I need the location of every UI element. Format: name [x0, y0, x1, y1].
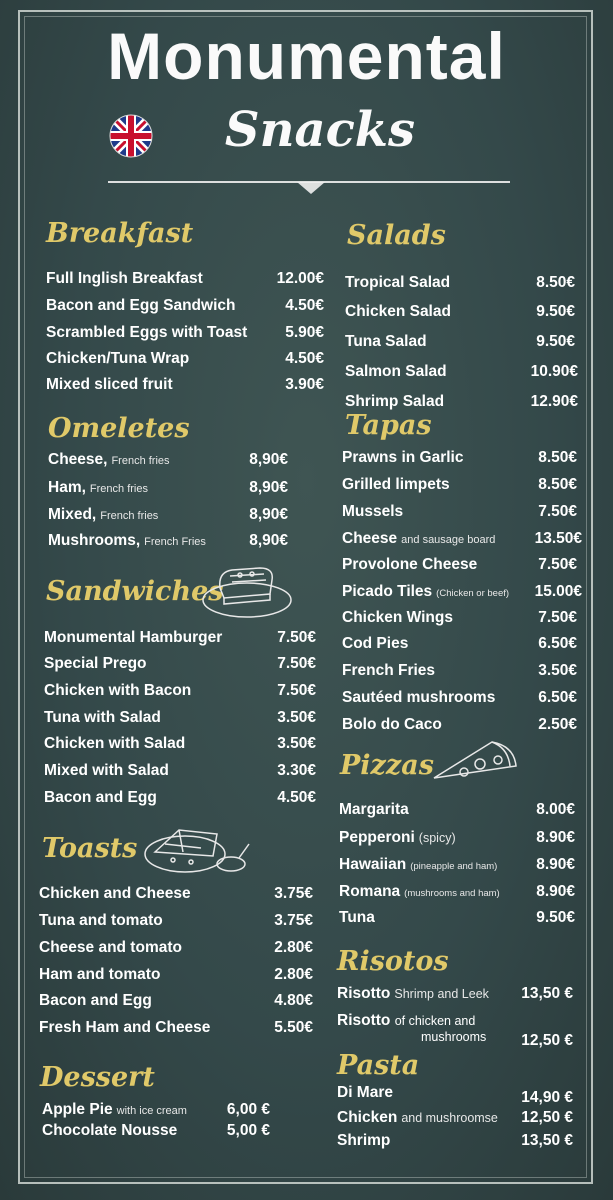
menu-item: Full Inglish Breakfast 12.00€	[46, 270, 324, 287]
sandwiches-heading: Sandwiches	[46, 576, 224, 607]
menu-item: Risotto Shrimp and Leek 13,50 €	[337, 985, 573, 1002]
menu-title: Monumental	[107, 19, 506, 93]
menu-item: Fresh Ham and Cheese 5.50€	[39, 1019, 313, 1036]
menu-item: Bacon and Egg 4.50€	[44, 789, 316, 806]
salads-heading: Salads	[347, 220, 446, 251]
omeletes-heading: Omeletes	[48, 413, 190, 444]
menu-item: Scrambled Eggs with Toast 5.90€	[46, 324, 324, 341]
menu-item: Ham and tomato 2.80€	[39, 966, 313, 983]
menu-item: Grilled limpets 8.50€	[342, 476, 577, 493]
menu-item: Chicken and Cheese 3.75€	[39, 885, 313, 902]
menu-item: Bacon and Egg 4.80€	[39, 992, 313, 1009]
menu-item: Hawaiian (pineapple and ham) 8.90€	[339, 856, 575, 873]
menu-item: Apple Pie with ice cream 6,00 €	[42, 1101, 270, 1118]
breakfast-heading: Breakfast	[46, 218, 194, 249]
menu-item: Prawns in Garlic 8.50€	[342, 449, 577, 466]
menu-item: Risotto of chicken and mushrooms 12,50 €	[337, 1012, 573, 1049]
menu-item: Cheese and sausage board 13.50€	[342, 530, 582, 547]
menu-item: Chicken with Bacon 7.50€	[44, 682, 316, 699]
menu-item: Pepperoni (spicy) 8.90€	[339, 829, 575, 846]
menu-item: Tuna and tomato 3.75€	[39, 912, 313, 929]
menu-item: Chicken with Salad 3.50€	[44, 735, 316, 752]
menu-item: French Fries 3.50€	[342, 662, 577, 679]
menu-item: Chicken Wings 7.50€	[342, 609, 577, 626]
menu-item: Mixed with Salad 3.30€	[44, 762, 316, 779]
menu-item: Chocolate Nousse 5,00 €	[42, 1122, 270, 1139]
menu-item: Ham, French fries 8,90€	[48, 479, 288, 496]
pizzas-heading: Pizzas	[340, 750, 434, 781]
menu-subtitle: Snacks	[224, 102, 416, 158]
pizza-slice-illustration	[430, 738, 520, 793]
menu-item: Cod Pies 6.50€	[342, 635, 577, 652]
toast-plate-illustration	[143, 822, 251, 885]
menu-item: Chicken and mushroomse 12,50 €	[337, 1109, 573, 1126]
menu-item: Cheese, French fries 8,90€	[48, 451, 288, 468]
menu-item: Bacon and Egg Sandwich 4.50€	[46, 297, 324, 314]
risotos-heading: Risotos	[337, 946, 449, 977]
header-divider-notch	[297, 182, 325, 194]
menu-item: Di Mare 14,90 €	[337, 1084, 573, 1106]
menu-item: Shrimp Salad 12.90€	[345, 393, 578, 410]
uk-flag-icon	[109, 114, 153, 163]
pasta-heading: Pasta	[337, 1050, 420, 1081]
menu-item: Chicken Salad 9.50€	[345, 303, 575, 320]
menu-item: Tropical Salad 8.50€	[345, 274, 575, 291]
menu-item: Mushrooms, French Fries 8,90€	[48, 532, 288, 549]
menu-item: Special Prego 7.50€	[44, 655, 316, 672]
menu-item: Mussels 7.50€	[342, 503, 577, 520]
dessert-heading: Dessert	[40, 1062, 155, 1093]
menu-item: Monumental Hamburger 7.50€	[44, 629, 316, 646]
menu-item: Shrimp 13,50 €	[337, 1132, 573, 1149]
menu-item: Cheese and tomato 2.80€	[39, 939, 313, 956]
menu-item: Chicken/Tuna Wrap 4.50€	[46, 350, 324, 367]
menu-item: Tuna with Salad 3.50€	[44, 709, 316, 726]
menu-item: Tuna Salad 9.50€	[345, 333, 575, 350]
menu-item: Sautéed mushrooms 6.50€	[342, 689, 577, 706]
toasts-heading: Toasts	[42, 833, 138, 864]
menu-item: Bolo do Caco 2.50€	[342, 716, 577, 733]
menu-item: Mixed, French fries 8,90€	[48, 506, 288, 523]
menu-item: Mixed sliced fruit 3.90€	[46, 376, 324, 393]
tapas-heading: Tapas	[345, 410, 432, 441]
menu-item: Margarita 8.00€	[339, 801, 575, 818]
menu-item: Provolone Cheese 7.50€	[342, 556, 577, 573]
menu-item: Romana (mushrooms and ham) 8.90€	[339, 883, 575, 900]
menu-item: Salmon Salad 10.90€	[345, 363, 578, 380]
french-toast-illustration	[200, 560, 295, 625]
menu-item: Tuna 9.50€	[339, 909, 575, 926]
menu-item: Picado Tiles (Chicken or beef) 15.00€	[342, 583, 582, 600]
